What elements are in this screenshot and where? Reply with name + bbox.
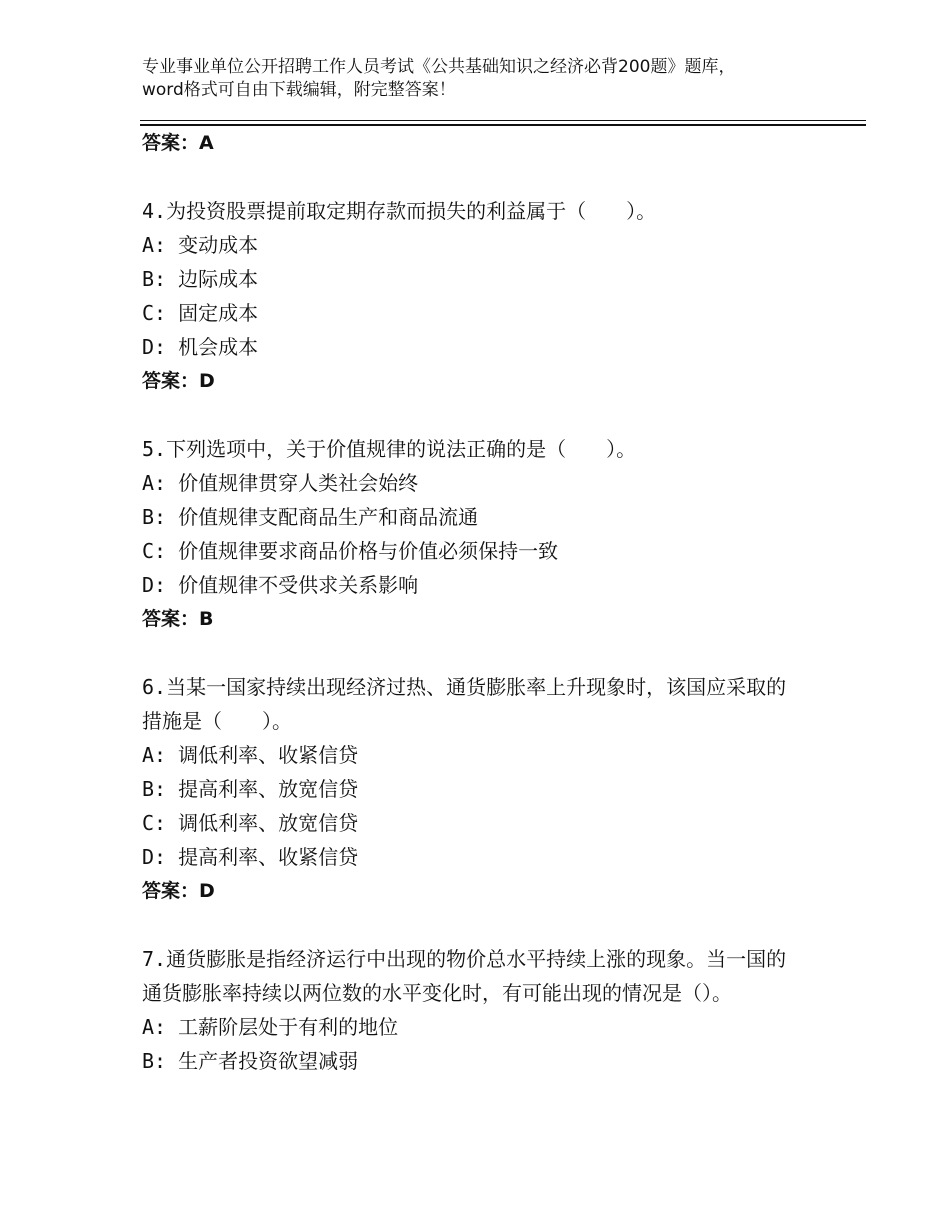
option-d: D: 价值规律不受供求关系影响 [142, 573, 419, 597]
option-b: B: 边际成本 [142, 267, 259, 291]
question-item [142, 432, 802, 636]
option-c: C: 调低利率、放宽信贷 [142, 811, 359, 835]
question-list [142, 126, 802, 1078]
option-b: B: 提高利率、放宽信贷 [142, 777, 359, 801]
answer-label: 答案：D [142, 370, 215, 392]
option-c: C: 价值规律要求商品价格与价值必须保持一致 [142, 539, 559, 563]
question-item [142, 194, 802, 398]
answer-label: 答案：B [142, 608, 214, 630]
header-title: 专业事业单位公开招聘工作人员考试《公共基础知识之经济必背200题》题库，word格式可自由下载编辑，附完整答案！ [142, 57, 736, 100]
option-a: A: 变动成本 [142, 233, 259, 257]
question-stem: 5.下列选项中，关于价值规律的说法正确的是（ ）。 [142, 437, 637, 461]
option-d: D: 提高利率、收紧信贷 [142, 845, 359, 869]
answer-label: 答案：A [142, 132, 214, 154]
question-stem: 7.通货膨胀是指经济运行中出现的物价总水平持续上涨的现象。当一国的通货膨胀率持续以两位数的水平变化时，有可能出现的情况是（）。 [142, 947, 787, 1005]
option-d: D: 机会成本 [142, 335, 259, 359]
option-a: A: 价值规律贯穿人类社会始终 [142, 471, 419, 495]
option-c: C: 固定成本 [142, 301, 259, 325]
question-item [142, 670, 802, 908]
option-b: B: 价值规律支配商品生产和商品流通 [142, 505, 479, 529]
answer-label: 答案：D [142, 880, 215, 902]
option-a: A: 调低利率、收紧信贷 [142, 743, 359, 767]
option-a: A: 工薪阶层处于有利的地位 [142, 1015, 399, 1039]
question-stem: 6.当某一国家持续出现经济过热、通货膨胀率上升现象时，该国应采取的措施是（ ）。 [142, 675, 787, 733]
document-header [142, 56, 762, 102]
question-item [142, 942, 802, 1078]
question-stem: 4.为投资股票提前取定期存款而损失的利益属于（ ）。 [142, 199, 657, 223]
option-b: B: 生产者投资欲望减弱 [142, 1049, 359, 1073]
